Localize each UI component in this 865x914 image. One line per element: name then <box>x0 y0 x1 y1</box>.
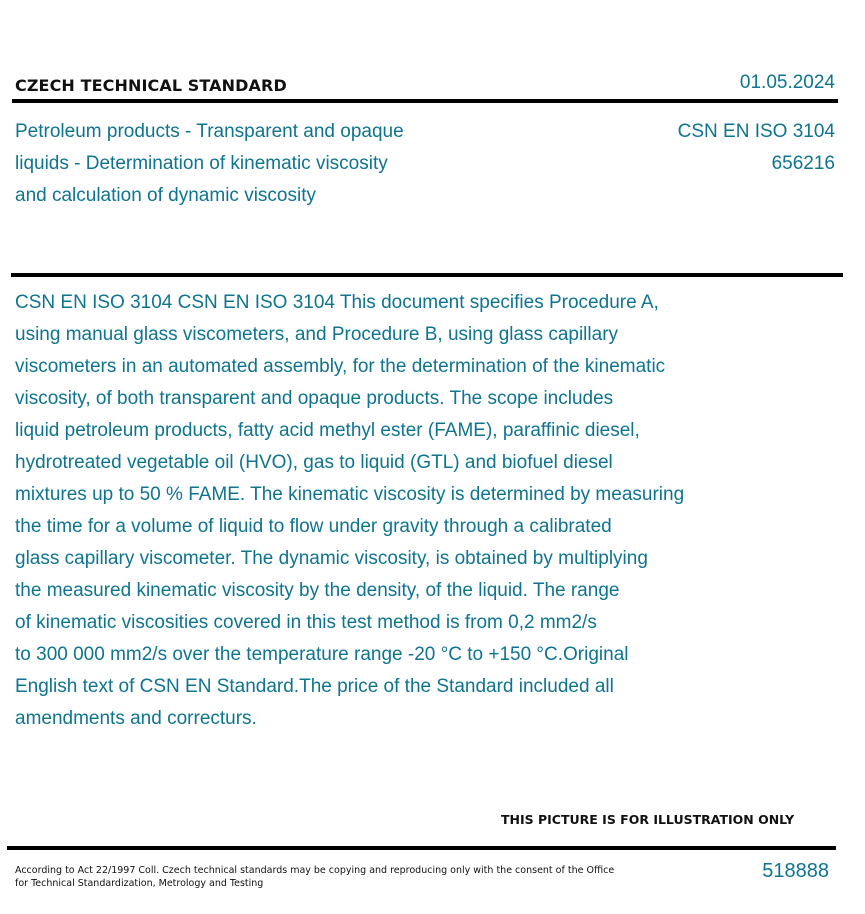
abstract-line: glass capillary viscometer. The dynamic viscosity, is obtained by multiplying <box>15 548 648 569</box>
abstract-line: hydrotreated vegetable oil (HVO), gas to liquid (GTL) and biofuel diesel <box>15 452 613 473</box>
footer-number: 518888 <box>762 860 829 882</box>
catalog-number: 656216 <box>771 153 835 174</box>
legal-notice <box>15 864 614 890</box>
abstract-line: CSN EN ISO 3104 CSN EN ISO 3104 This document specifies Procedure A, <box>15 292 659 313</box>
footer-divider <box>7 846 836 850</box>
abstract-line: using manual glass viscometers, and Procedure B, using glass capillary <box>15 324 619 345</box>
abstract-line: viscosity, of both transparent and opaque products. The scope includes <box>15 388 614 409</box>
abstract-line: mixtures up to 50 % FAME. The kinematic viscosity is determined by measuring <box>15 484 685 505</box>
standard-code: CSN EN ISO 3104 <box>677 121 835 142</box>
title-line: and calculation of dynamic viscosity <box>15 185 316 206</box>
abstract-line: the measured kinematic viscosity by the density, of the liquid. The range <box>15 580 620 601</box>
publication-date: 01.05.2024 <box>739 72 835 93</box>
standard-title <box>15 116 495 212</box>
abstract-line: viscometers in an automated assembly, for the determination of the kinematic <box>15 356 666 377</box>
legal-notice-line: According to Act 22/1997 Coll. Czech technical standards may be copying and reproducing only with the consent of the Office <box>15 865 615 876</box>
document-abstract <box>15 287 795 735</box>
title-line: liquids - Determination of kinematic viscosity <box>15 153 388 174</box>
abstract-line: liquid petroleum products, fatty acid methyl ester (FAME), paraffinic diesel, <box>15 420 640 441</box>
legal-notice-line: for Technical Standardization, Metrology and Testing <box>15 878 264 889</box>
header-divider <box>12 99 838 103</box>
illustration-disclaimer: THIS PICTURE IS FOR ILLUSTRATION ONLY <box>501 812 795 827</box>
abstract-line: of kinematic viscosities covered in this test method is from 0,2 mm2/s <box>15 612 597 633</box>
title-line: Petroleum products - Transparent and opaque <box>15 121 404 142</box>
document-type-label: CZECH TECHNICAL STANDARD <box>15 76 287 95</box>
abstract-line: English text of CSN EN Standard.The price of the Standard included all <box>15 676 614 697</box>
abstract-line: the time for a volume of liquid to flow under gravity through a calibrated <box>15 516 612 537</box>
title-divider <box>11 273 843 277</box>
abstract-line: to 300 000 mm2/s over the temperature range -20 °C to +150 °C.Original <box>15 644 629 665</box>
abstract-line: amendments and correcturs. <box>15 708 257 729</box>
standard-codes <box>678 116 835 180</box>
